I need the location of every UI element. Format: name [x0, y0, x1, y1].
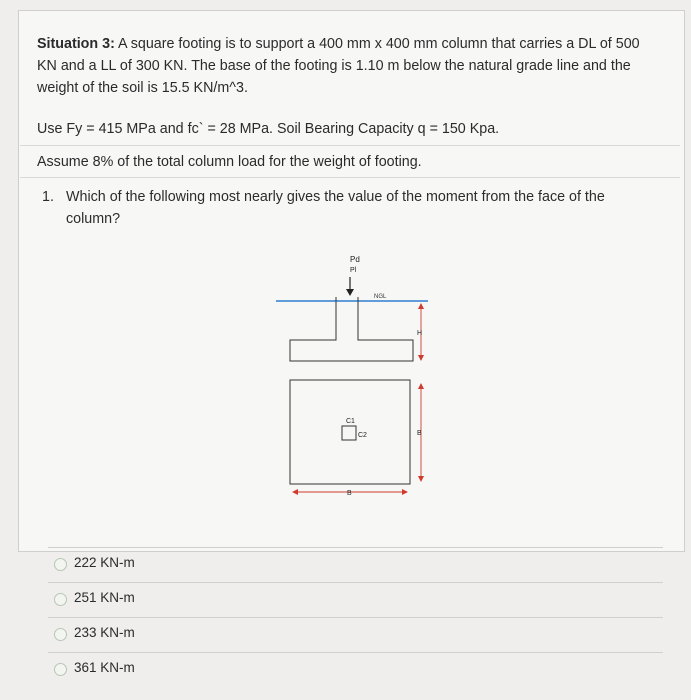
b-bottom-label: B [347, 490, 352, 497]
answer-label: 361 KN-m [74, 660, 135, 675]
divider [20, 145, 680, 146]
radio-button[interactable] [54, 593, 67, 606]
b-right-label: B [417, 430, 422, 437]
b-arrow-left [292, 489, 298, 495]
answer-option[interactable] [48, 547, 663, 582]
column-plan [342, 426, 356, 440]
c1-label: C1 [346, 418, 355, 425]
footing-plan [290, 380, 410, 484]
b-arrow-right [402, 489, 408, 495]
b-arrow-bottom [418, 476, 424, 482]
load-arrowhead [346, 289, 354, 296]
h-label: H [417, 330, 423, 337]
pl-label: Pl [350, 267, 357, 274]
materials-text: Use Fy = 415 MPa and fc` = 28 MPa. Soil Bearing Capacity q = 150 Kpa. [37, 121, 500, 137]
situation-body: A square footing is to support a 400 mm x 400 mm column that carries a DL of 500 KN and a LL of 300 KN. The base of the footing is 1.10 m below the natural grade line and the weight of the soil is 15.5 KN/m^3. [37, 36, 640, 96]
answer-option[interactable] [48, 582, 663, 617]
pd-label: Pd [350, 255, 360, 264]
ngl-label: NGL [374, 294, 387, 300]
answer-label: 251 KN-m [74, 590, 135, 605]
assumption-text: Assume 8% of the total column load for the weight of footing. [37, 154, 422, 170]
b-arrow-top [418, 383, 424, 389]
answer-label: 222 KN-m [74, 555, 135, 570]
radio-button[interactable] [54, 558, 67, 571]
answer-option[interactable] [48, 652, 663, 687]
h-arrow-bottom [418, 355, 424, 361]
radio-button[interactable] [54, 628, 67, 641]
question-text: Which of the following most nearly gives the value of the moment from the face of the column? [66, 189, 605, 227]
h-arrow-top [418, 303, 424, 309]
question [42, 186, 652, 227]
divider [20, 177, 680, 178]
situation-text [37, 33, 662, 99]
answer-label: 233 KN-m [74, 625, 135, 640]
answer-option[interactable] [48, 617, 663, 652]
question-number: 1. [42, 189, 54, 205]
radio-button[interactable] [54, 663, 67, 676]
footing-diagram [270, 235, 440, 500]
footing-elevation [290, 297, 413, 361]
situation-label: Situation 3: [37, 36, 115, 52]
c2-label: C2 [358, 432, 367, 439]
